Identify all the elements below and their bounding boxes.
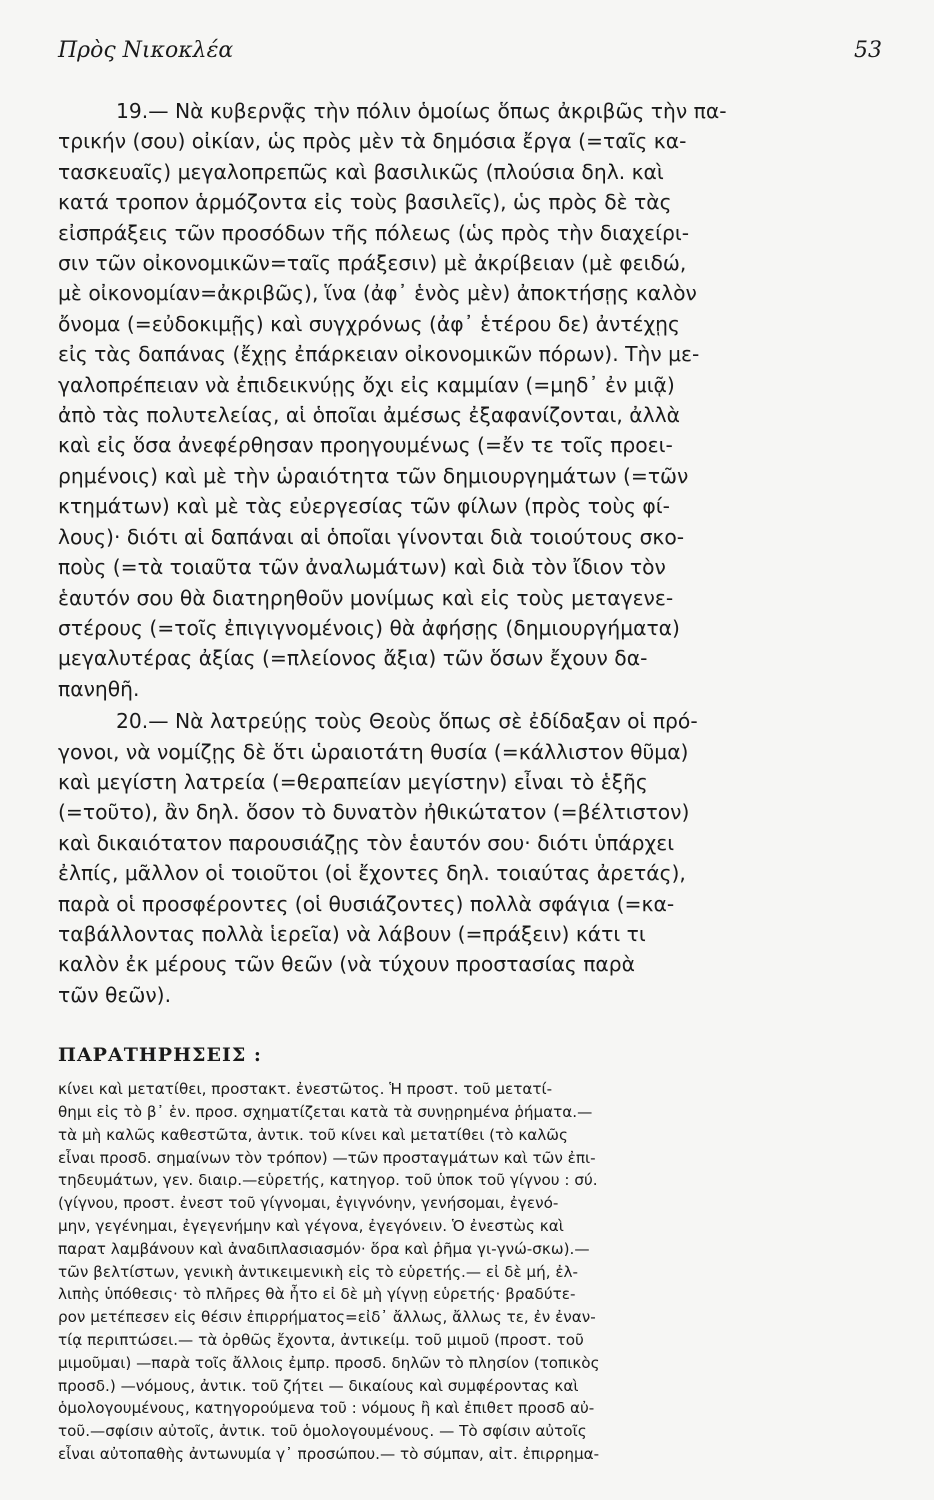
text-line: γονοι, νὰ νομίζῃς δὲ ὅτι ὡραιοτάτη θυσία (=κάλλιστον θῦμα) (58, 739, 689, 764)
text-line: λους)· διότι αἱ δαπάναι αἱ ὁποῖαι γίνονται διὰ τοιούτους σκο- (58, 524, 685, 549)
text-line: γαλοπρέπειαν νὰ ἐπιδεικνύῃς ὄχι εἰς καμμίαν (=μηδ᾽ ἐν μιᾷ) (58, 372, 675, 397)
text-line: καλὸν ἐκ μέρους τῶν θεῶν (νὰ τύχουν προστασίας παρὰ (58, 952, 636, 977)
notes-block (58, 1078, 882, 1466)
text-line: μεγαλυτέρας ἀξίας (=πλείονος ἄξια) τῶν ὅσων ἔχουν δα- (58, 646, 648, 671)
running-title: Πρὸς Νικοκλέα (58, 38, 234, 63)
text-line: ταβάλλοντας πολλὰ ἱερεῖα) νὰ λάβουν (=πράξειν) κάτι τι (58, 921, 646, 946)
note-line: λιπὴς ὑπόθεσις· τὸ πλῆρες θὰ ἦτο εἰ δὲ μὴ γίγνῃ εὑρετής· βραδύτε- (58, 1285, 576, 1304)
note-line: τοῦ.—σφίσιν αὐτοῖς, ἀντικ. τοῦ ὁμολογουμένους. — Τὸ σφίσιν αὐτοῖς (58, 1422, 587, 1441)
note-line: (γίγνου, προστ. ἐνεστ τοῦ γίγνομαι, ἐγιγνόνην, γενήσομαι, ἐγενό- (58, 1194, 559, 1213)
text-line: στέρους (=τοῖς ἐπιγιγνομένοις) θὰ ἀφήσῃς (δημιουργήματα) (58, 615, 680, 640)
text-line: τασκευαῖς) μεγαλοπρεπῶς καὶ βασιλικῶς (πλούσια δηλ. καὶ (58, 159, 664, 184)
text-line: πανηθῆ. (58, 676, 140, 701)
note-line: κίνει καὶ μετατίθει, προστακτ. ἐνεστῶτος. Ἡ προστ. τοῦ μετατί- (58, 1080, 553, 1099)
note-line: τὰ μὴ καλῶς καθεστῶτα, ἀντικ. τοῦ κίνει καὶ μετατίθει (τὸ καλῶς (58, 1125, 568, 1144)
text-line: κτημάτων) καὶ μὲ τὰς εὐεργεσίας τῶν φίλων (πρὸς τοὺς φί- (58, 494, 670, 519)
note-line: τίᾳ περιπτώσει.— τὰ ὀρθῶς ἔχοντα, ἀντικείμ. τοῦ μιμοῦ (προστ. τοῦ (58, 1330, 584, 1349)
note-line: ρον μετέπεσεν εἰς θέσιν ἐπιρρήματος=εἰδ᾽ ἄλλως, ἄλλως τε, ἐν ἐναν- (58, 1308, 596, 1327)
text-line: εἰς τὰς δαπάνας (ἔχῃς ἐπάρκειαν οἰκονομικῶν πόρων). Τὴν με- (58, 342, 700, 367)
main-text (58, 96, 882, 1010)
paragraph-20 (58, 706, 882, 1010)
text-line: 20.— Νὰ λατρεύῃς τοὺς Θεοὺς ὅπως σὲ ἐδίδαξαν οἱ πρό- (116, 709, 698, 734)
note-line: τῶν βελτίστων, γενικὴ ἀντικειμενικὴ εἰς τὸ εὑρετής.— εἰ δὲ μή, ἐλ- (58, 1262, 579, 1281)
page-number: 53 (854, 38, 882, 63)
text-line: ἀπὸ τὰς πολυτελείας, αἱ ὁποῖαι ἀμέσως ἐξαφανίζονται, ἀλλὰ (58, 403, 680, 428)
text-line: καὶ εἰς ὅσα ἀνεφέρθησαν προηγουμένως (=ἔν τε τοῖς προει- (58, 433, 673, 458)
text-line: ἐλπίς, μᾶλλον οἱ τοιοῦτοι (οἱ ἔχοντες δηλ. τοιαύτας ἀρετάς), (58, 861, 686, 886)
text-line: σιν τῶν οἰκονομικῶν=ταῖς πράξεσιν) μὲ ἀκρίβειαν (μὲ φειδώ, (58, 251, 687, 276)
text-line: ὄνομα (=εὐδοκιμῇς) καὶ συγχρόνως (ἀφ᾽ ἑτέρου δε) ἀντέχῃς (58, 311, 680, 336)
note-line: εἶναι αὐτοπαθὴς ἀντωνυμία γ᾽ προσώπου.— τὸ σύμπαν, αἰτ. ἐπιρρημα- (58, 1444, 600, 1463)
page-header (58, 38, 882, 78)
text-line: τρικήν (σου) οἰκίαν, ὡς πρὸς μὲν τὰ δημόσια ἔργα (=ταῖς κα- (58, 129, 687, 154)
text-line: καὶ μεγίστη λατρεία (=θεραπείαν μεγίστην) εἶναι τὸ ἑξῆς (58, 769, 648, 794)
text-line: 19.— Νὰ κυβερνᾷς τὴν πόλιν ὁμοίως ὅπως ἀκριβῶς τὴν πα- (116, 99, 727, 123)
text-line: καὶ δικαιότατον παρουσιάζῃς τὸν ἑαυτόν σου· διότι ὑπάρχει (58, 830, 675, 855)
note-line: εἶναι προσδ. σημαίνων τὸν τρόπον) —τῶν προσταγμάτων καὶ τῶν ἐπι- (58, 1148, 596, 1167)
text-line: μὲ οἰκονομίαν=ἀκριβῶς), ἵνα (ἀφ᾽ ἑνὸς μὲν) ἀποκτήσῃς καλὸν (58, 281, 697, 306)
text-line: ποὺς (=τὰ τοιαῦτα τῶν ἀναλωμάτων) καὶ διὰ τὸν ἴδιον τὸν (58, 555, 666, 580)
note-line: ὁμολογουμένους, κατηγορούμενα τοῦ : νόμους ἢ καὶ ἐπιθετ προσδ αὐ- (58, 1399, 595, 1418)
note-line: μην, γεγένημαι, ἐγεγενήμην καὶ γέγονα, ἐγεγόνειν. Ὁ ἐνεστὼς καὶ (58, 1216, 564, 1235)
note-line: μιμοῦμαι) —παρὰ τοῖς ἄλλοις ἐμπρ. προσδ. δηλῶν τὸ πλησίον (τοπικὸς (58, 1353, 600, 1372)
text-line: (=τοῦτο), ἂν δηλ. ὅσον τὸ δυνατὸν ἠθικώτατον (=βέλτιστον) (58, 800, 690, 825)
text-line: ἑαυτόν σου θὰ διατηρηθοῦν μονίμως καὶ εἰς τοὺς μεταγενε- (58, 585, 674, 610)
text-line: ρημένοις) καὶ μὲ τὴν ὡραιότητα τῶν δημιουργημάτων (=τῶν (58, 463, 689, 488)
note-line: τηδευμάτων, γεν. διαιρ.—εὑρετής, κατηγορ. τοῦ ὑποκ τοῦ γίγνου : σύ. (58, 1171, 598, 1190)
note-line: παρατ λαμβάνουν καὶ ἀναδιπλασιασμόν· ὅρα καὶ ῥῆμα γι-γνώ-σκω).— (58, 1239, 590, 1258)
note-line: θημι εἰς τὸ β᾽ ἑν. προσ. σχηματίζεται κατὰ τὰ συνῃρημένα ῥήματα.— (58, 1102, 593, 1121)
text-line: κατά τροπον ἁρμόζοντα εἰς τοὺς βασιλεῖς), ὡς πρὸς δὲ τὰς (58, 190, 672, 215)
note-line: προσδ.) —νόμους, ἀντικ. τοῦ ζήτει — δικαίους καὶ συμφέροντας καὶ (58, 1376, 579, 1395)
text-line: τῶν θεῶν). (58, 982, 172, 1007)
text-line: εἰσπράξεις τῶν προσόδων τῆς πόλεως (ὡς πρὸς τὴν διαχείρι- (58, 220, 690, 245)
notes-heading: ΠΑΡΑΤΗΡΗΣΕΙΣ : (58, 1044, 262, 1067)
paragraph-19 (58, 96, 882, 704)
text-line: παρὰ οἱ προσφέροντες (οἱ θυσιάζοντες) πολλὰ σφάγια (=κα- (58, 891, 675, 916)
